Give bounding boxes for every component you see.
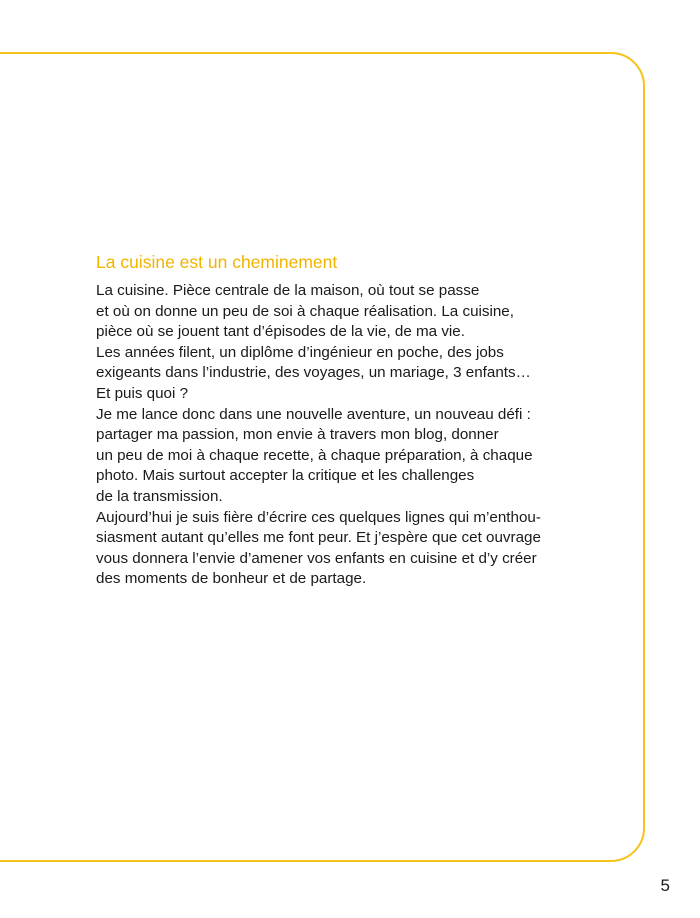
body-line: Les années filent, un diplôme d’ingénieur en poche, des jobs [96,343,504,361]
body-line: photo. Mais surtout accepter la critique et les challenges [96,467,475,485]
text-block [96,250,616,590]
body-line: exigeants dans l’industrie, des voyages, un mariage, 3 enfants… [96,364,531,382]
body-line: La cuisine. Pièce centrale de la maison, où tout se passe [96,282,480,299]
page-number: 5 [660,876,670,895]
body-line: vous donnera l’envie d’amener vos enfants en cuisine et d’y créer [96,549,537,567]
body-line: siasment autant qu’elles me font peur. Et j’espère que cet ouvrage [96,529,541,547]
body-line: des moments de bonheur et de partage. [96,570,367,588]
body-line: Et puis quoi ? [96,384,189,402]
body-line: partager ma passion, mon envie à travers mon blog, donner [96,426,499,444]
section-heading: La cuisine est un cheminement [96,252,338,272]
body-text [96,281,616,590]
body-line: et où on donne un peu de soi à chaque réalisation. La cuisine, [96,302,514,320]
body-line: Aujourd’hui je suis fière d’écrire ces quelques lignes qui m’enthou- [96,508,541,526]
body-line: pièce où se jouent tant d’épisodes de la vie, de ma vie. [96,323,465,341]
body-line: de la transmission. [96,487,223,505]
body-line: un peu de moi à chaque recette, à chaque préparation, à chaque [96,446,533,464]
body-line: Je me lance donc dans une nouvelle aventure, un nouveau défi : [96,405,531,423]
